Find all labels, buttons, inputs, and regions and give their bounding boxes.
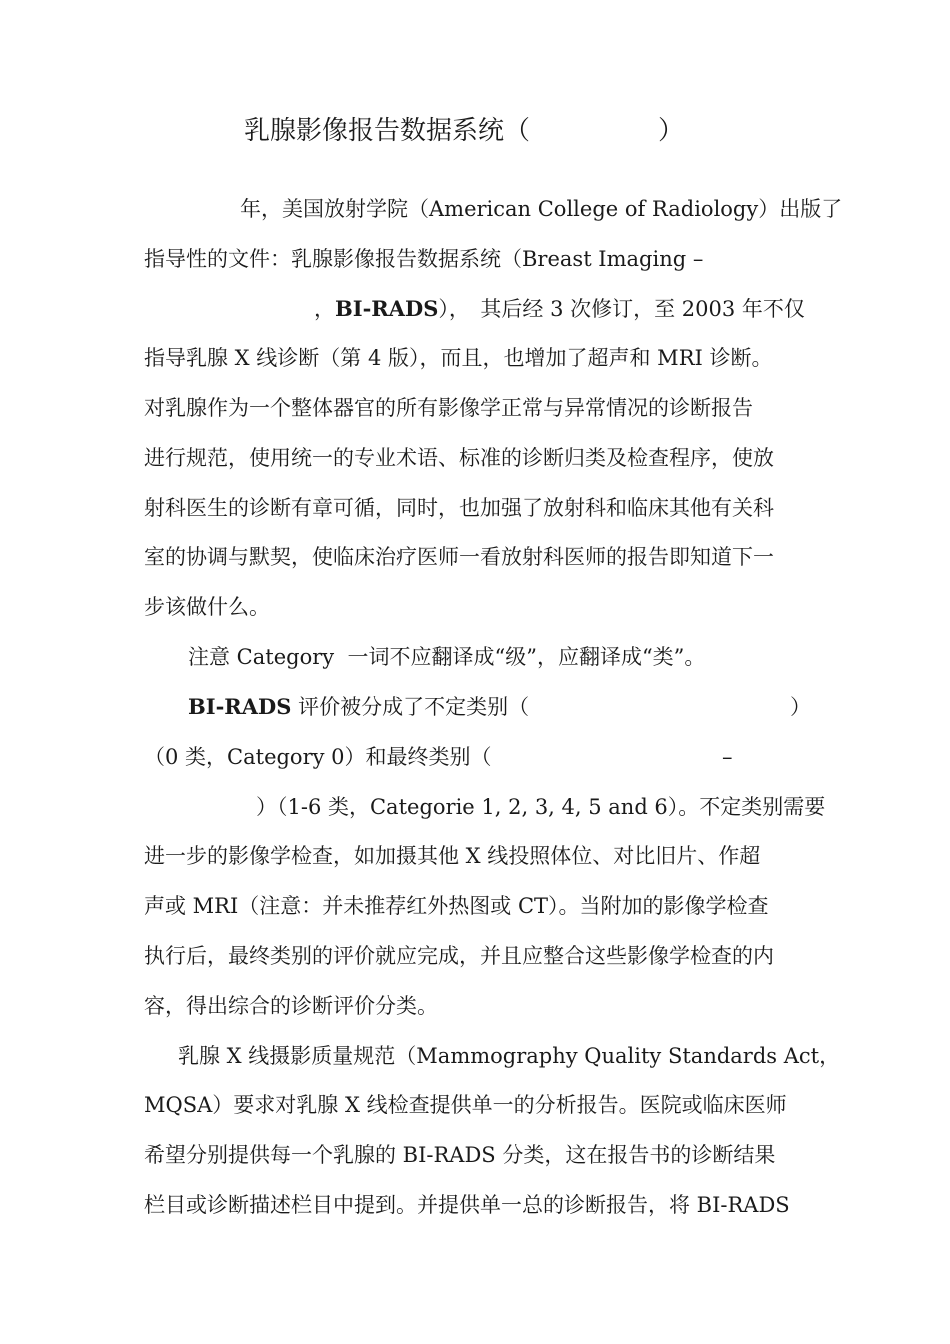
paragraph-1-line-3-rest: ）， 其后经 3 次修订，至 2003 年不仅 bbox=[438, 297, 805, 321]
paragraph-3-line-6: 执行后，最终类别的评价就应完成，并且应整合这些影像学检查的内 bbox=[144, 944, 774, 968]
paragraph-3-line-3: ）（1-6 类，Categorie 1, 2, 3, 4, 5 and 6）。不定类别需要 bbox=[256, 795, 826, 819]
paragraph-3-line-2-dash: – bbox=[722, 745, 733, 769]
paragraph-3-line-4: 进一步的影像学检查，如加摄其他 X 线投照体位、对比旧片、作超 bbox=[144, 844, 761, 868]
paragraph-4-line-4: 栏目或诊断描述栏目中提到。并提供单一总的诊断报告，将 BI-RADS bbox=[144, 1193, 790, 1217]
paragraph-1-line-6: 进行规范，使用统一的专业术语、标准的诊断归类及检查程序，使放 bbox=[144, 446, 774, 470]
document-title: 乳腺影像报告数据系统（ bbox=[244, 116, 531, 146]
bi-rads-bold: BI-RADS bbox=[335, 296, 439, 321]
paragraph-1-line-9: 步该做什么。 bbox=[144, 595, 270, 619]
paragraph-1-line-1: 年，美国放射学院（American College of Radiology）出版了 bbox=[240, 197, 843, 221]
paragraph-3-line-5: 声或 MRI（注意：并未推荐红外热图或 CT）。当附加的影像学检查 bbox=[144, 894, 769, 918]
paragraph-1-line-3 bbox=[314, 294, 805, 324]
paragraph-4-line-2: MQSA）要求对乳腺 X 线检查提供单一的分析报告。医院或临床医师 bbox=[144, 1093, 787, 1117]
paragraph-3-line-1-text: 评价被分成了不定类别（ bbox=[291, 695, 530, 719]
comma: ， bbox=[314, 297, 335, 321]
paragraph-1-line-5: 对乳腺作为一个整体器官的所有影像学正常与异常情况的诊断报告 bbox=[144, 396, 753, 420]
bi-rads-bold: BI-RADS bbox=[188, 694, 292, 719]
paragraph-4-line-3: 希望分别提供每一个乳腺的 BI-RADS 分类，这在报告书的诊断结果 bbox=[144, 1143, 776, 1167]
paragraph-1-line-8: 室的协调与默契，使临床治疗医师一看放射科医师的报告即知道下一 bbox=[144, 545, 774, 569]
paragraph-3-line-1 bbox=[188, 692, 529, 722]
paragraph-1-line-2: 指导性的文件：乳腺影像报告数据系统（Breast Imaging – bbox=[144, 247, 704, 271]
paragraph-4-line-1: 乳腺 X 线摄影质量规范（Mammography Quality Standards Act， bbox=[178, 1044, 841, 1068]
paragraph-3-line-7: 容，得出综合的诊断评价分类。 bbox=[144, 994, 438, 1018]
paragraph-2: 注意 Category 一词不应翻译成“级”，应翻译成“类”。 bbox=[188, 645, 706, 669]
title-closing-paren: ） bbox=[658, 116, 685, 146]
paragraph-3-line-1-close: ） bbox=[790, 695, 811, 719]
paragraph-1-line-4: 指导乳腺 X 线诊断（第 4 版），而且，也增加了超声和 MRI 诊断。 bbox=[144, 346, 773, 370]
paragraph-1-line-7: 射科医生的诊断有章可循，同时，也加强了放射科和临床其他有关科 bbox=[144, 496, 774, 520]
paragraph-3-line-2: （0 类，Category 0）和最终类别（ bbox=[144, 745, 492, 769]
